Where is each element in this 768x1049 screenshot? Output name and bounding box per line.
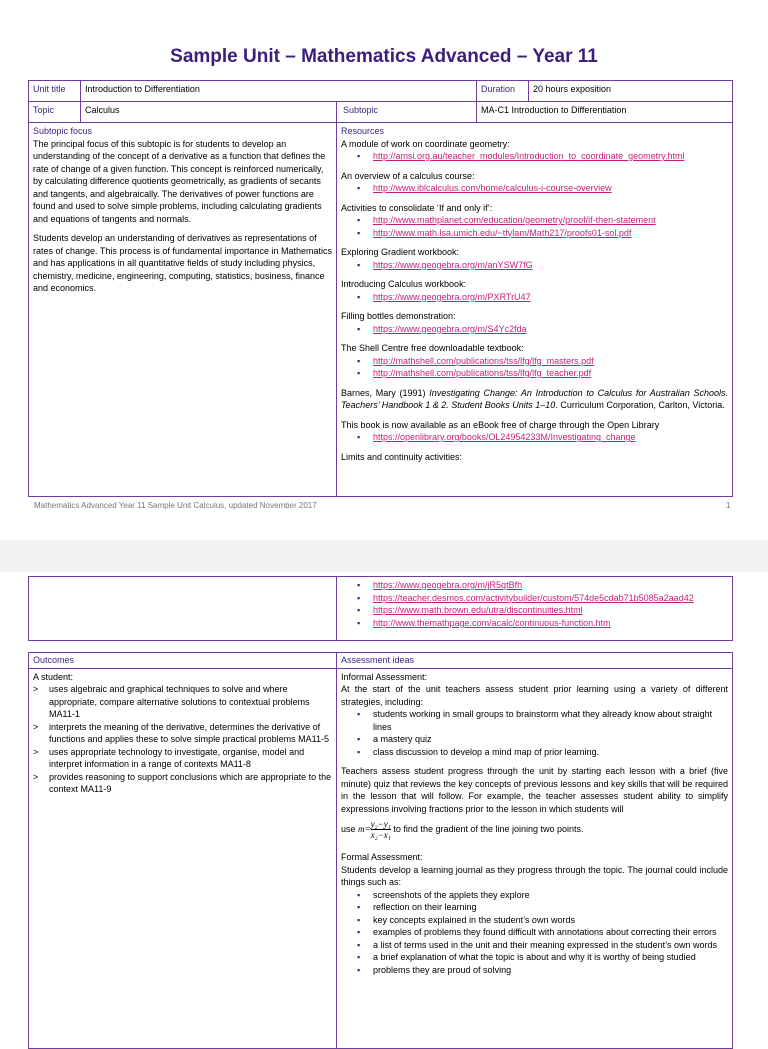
informal-item: ▪ a mastery quiz [341, 733, 728, 746]
resource-link[interactable]: http://www.math.lsa.umich.edu/~tfylam/Math217/proofs01-sol.pdf [373, 227, 632, 238]
duration-value: 20 hours exposition [529, 81, 733, 102]
unit-table [28, 80, 733, 497]
resource-link[interactable]: https://www.geogebra.org/m/anYSW7fG [373, 259, 533, 270]
gradient-formula-line: use m= $\frac{\text{y₂−y₁}}{\text{x₂−x₁}}$ to find the gradient of the line joining two points. [341, 819, 584, 840]
limits-link[interactable]: https://teacher.desmos.com/activitybuilder/custom/574de5cdab71b5085a2aad42 [373, 592, 694, 603]
limits-link[interactable]: http://www.themathpage.com/acalc/continuous-function.htm [373, 617, 611, 628]
gradient-fraction: $\frac{\text{y₂−y₁}}{\text{x₂−x₁}}$ [370, 819, 391, 840]
formal-item: ▪ a list of terms used in the unit and their meaning expressed in the student’s own words [341, 939, 728, 952]
subtopic-label: Subtopic [337, 102, 477, 123]
page-title: Sample Unit – Mathematics Advanced – Year 11 [170, 46, 598, 67]
outcomes-table [28, 652, 733, 1049]
formal-assessment-label: Formal Assessment: [341, 852, 423, 862]
duration-label: Duration [477, 81, 529, 102]
resource-label: Activities to consolidate ‘If and only if’: [341, 202, 493, 213]
limits-table [28, 576, 733, 641]
resource-label: Filling bottles demonstration: [341, 311, 456, 321]
barnes-reference: Barnes, Mary (1991) Investigating Change: An Introduction to Calculus for Australian Schools. Teachers’ Handbook 1 & 2. Student Books Units 1–10. Curriculum Corporation, Carlton, Victoria. [341, 387, 729, 410]
topic-label: Topic [29, 102, 81, 123]
limits-link[interactable]: https://www.math.brown.edu/utra/discontinuities.html [373, 605, 583, 615]
outcomes-cell [29, 668, 337, 1048]
formal-item: ▪ examples of problems they found difficult with annotations about correcting their errors [341, 926, 728, 939]
resource-link[interactable]: http://www.mathplanet.com/education/geometry/proof/if-then-statement [373, 215, 656, 225]
subtopic-focus-para-2: Students develop an understanding of derivatives as representations of rates of change. This process is of fundamental importance in Mathematics and has applications in all quantitative fields of study including physics, chemistry, medicine, engineering, computing, statistics, business, finance and economics. [33, 233, 332, 293]
resource-link[interactable]: http://www.iblcalculus.com/home/calculus-i-course-overview [373, 183, 612, 193]
resource-label: A module of work on coordinate geometry: [341, 138, 510, 149]
resources-heading: Resources [341, 126, 385, 136]
formal-item: ▪ key concepts explained in the student’s own words [341, 914, 728, 927]
subtopic-focus-cell [29, 123, 337, 497]
progress-text: Teachers assess student progress through the unit by starting each lesson with a brief (five minute) quiz that reviews the key concepts of previous lessons and key skills that will be required in the lesson that will follow. For example, the teacher assesses student ability to simplify expressions involving fractions prior to the lesson in which students will [341, 766, 728, 814]
outcomes-intro: A student: [33, 671, 74, 682]
outcome-item: > uses appropriate technology to investigate, organise, model and interpret information in a range of contexts MA11-8 [33, 746, 305, 769]
formal-item: ▪ reflection on their learning [341, 901, 728, 914]
limits-links-cell [337, 577, 733, 641]
page-gap [0, 540, 768, 572]
formal-item: ▪ problems they are proud of solving [341, 964, 728, 977]
formal-item: ▪ screenshots of the applets they explore [341, 889, 728, 902]
subtopic-value: MA-C1 Introduction to Differentiation [477, 102, 733, 123]
resource-label: Introducing Calculus workbook: [341, 279, 467, 289]
outcome-item: > uses algebraic and graphical techniques to solve and where appropriate, compare alternative solutions to contextual problems MA11-1 [33, 684, 310, 719]
informal-assessment-text: At the start of the unit teachers assess student prior learning using a variety of different strategies, including: [341, 684, 728, 707]
assessment-heading: Assessment ideas [337, 653, 733, 669]
ebook-label: This book is now available as an eBook free of charge through the Open Library [341, 419, 660, 430]
assessment-cell [337, 668, 733, 1048]
ebook-link[interactable]: https://openlibrary.org/books/OL24954233M/Investigating_change [373, 432, 636, 442]
page-2 [0, 572, 768, 1024]
outcome-item: > interprets the meaning of the derivative, determines the derivative of functions and applies these to solve simple practical problems MA11-5 [33, 721, 329, 744]
resource-link[interactable]: https://www.geogebra.org/m/S4Yc2fda [373, 323, 527, 334]
footer-text: Mathematics Advanced Year 11 Sample Unit Calculus, updated November 2017 [34, 501, 317, 510]
resource-label: An overview of a calculus course: [341, 170, 475, 181]
outcomes-heading: Outcomes [29, 653, 337, 669]
unit-title-value: Introduction to Differentiation [81, 81, 477, 102]
empty-cell [29, 577, 337, 641]
outcome-item: > provides reasoning to support conclusions which are appropriate to the context MA11-9 [33, 771, 332, 794]
resource-label: Exploring Gradient workbook: [341, 247, 460, 257]
informal-item: ▪ students working in small groups to brainstorm what they already know about straight lines [341, 708, 728, 733]
footer-page-number: 1 [726, 501, 731, 510]
informal-item: ▪ class discussion to develop a mind map of prior learning. [341, 746, 728, 759]
subtopic-focus-heading: Subtopic focus [33, 126, 93, 136]
limits-label: Limits and continuity activities: [341, 451, 463, 462]
unit-title-label: Unit title [29, 81, 81, 102]
subtopic-focus-para-1: The principal focus of this subtopic is for students to develop an understanding of the concept of a derivative as a function that defines the rate of change of a given function. This concept is reinforced numerically, by calculating difference quotients geometrically, as gradients of secants and tangents, and algebraically. The derivatives of power functions are found and used to solve simple problems, including calculating gradients and equations of tangents and normals. [33, 138, 326, 224]
resources-cell [337, 123, 733, 497]
resource-link[interactable]: http://amsi.org.au/teacher_modules/Introduction_to_coordinate_geometry.html [373, 151, 685, 161]
informal-assessment-label: Informal Assessment: [341, 671, 428, 682]
resource-link[interactable]: http://mathshell.com/publications/tss/lfg/lfg_teacher.pdf [373, 368, 592, 378]
formal-item: ▪ a brief explanation of what the topic is about and why it is worthy of being studied [341, 951, 728, 964]
formal-assessment-text: Students develop a learning journal as they progress through the topic. The journal could include things such as: [341, 864, 728, 887]
resource-link[interactable]: http://mathshell.com/publications/tss/lfg/lfg_masters.pdf [373, 355, 594, 366]
resource-label: The Shell Centre free downloadable textbook: [341, 343, 524, 353]
resource-link[interactable]: https://www.geogebra.org/m/PXRTrU47 [373, 291, 531, 302]
topic-value: Calculus [81, 102, 337, 123]
limits-link[interactable]: https://www.geogebra.org/m/jR5qtBfh [373, 580, 523, 590]
